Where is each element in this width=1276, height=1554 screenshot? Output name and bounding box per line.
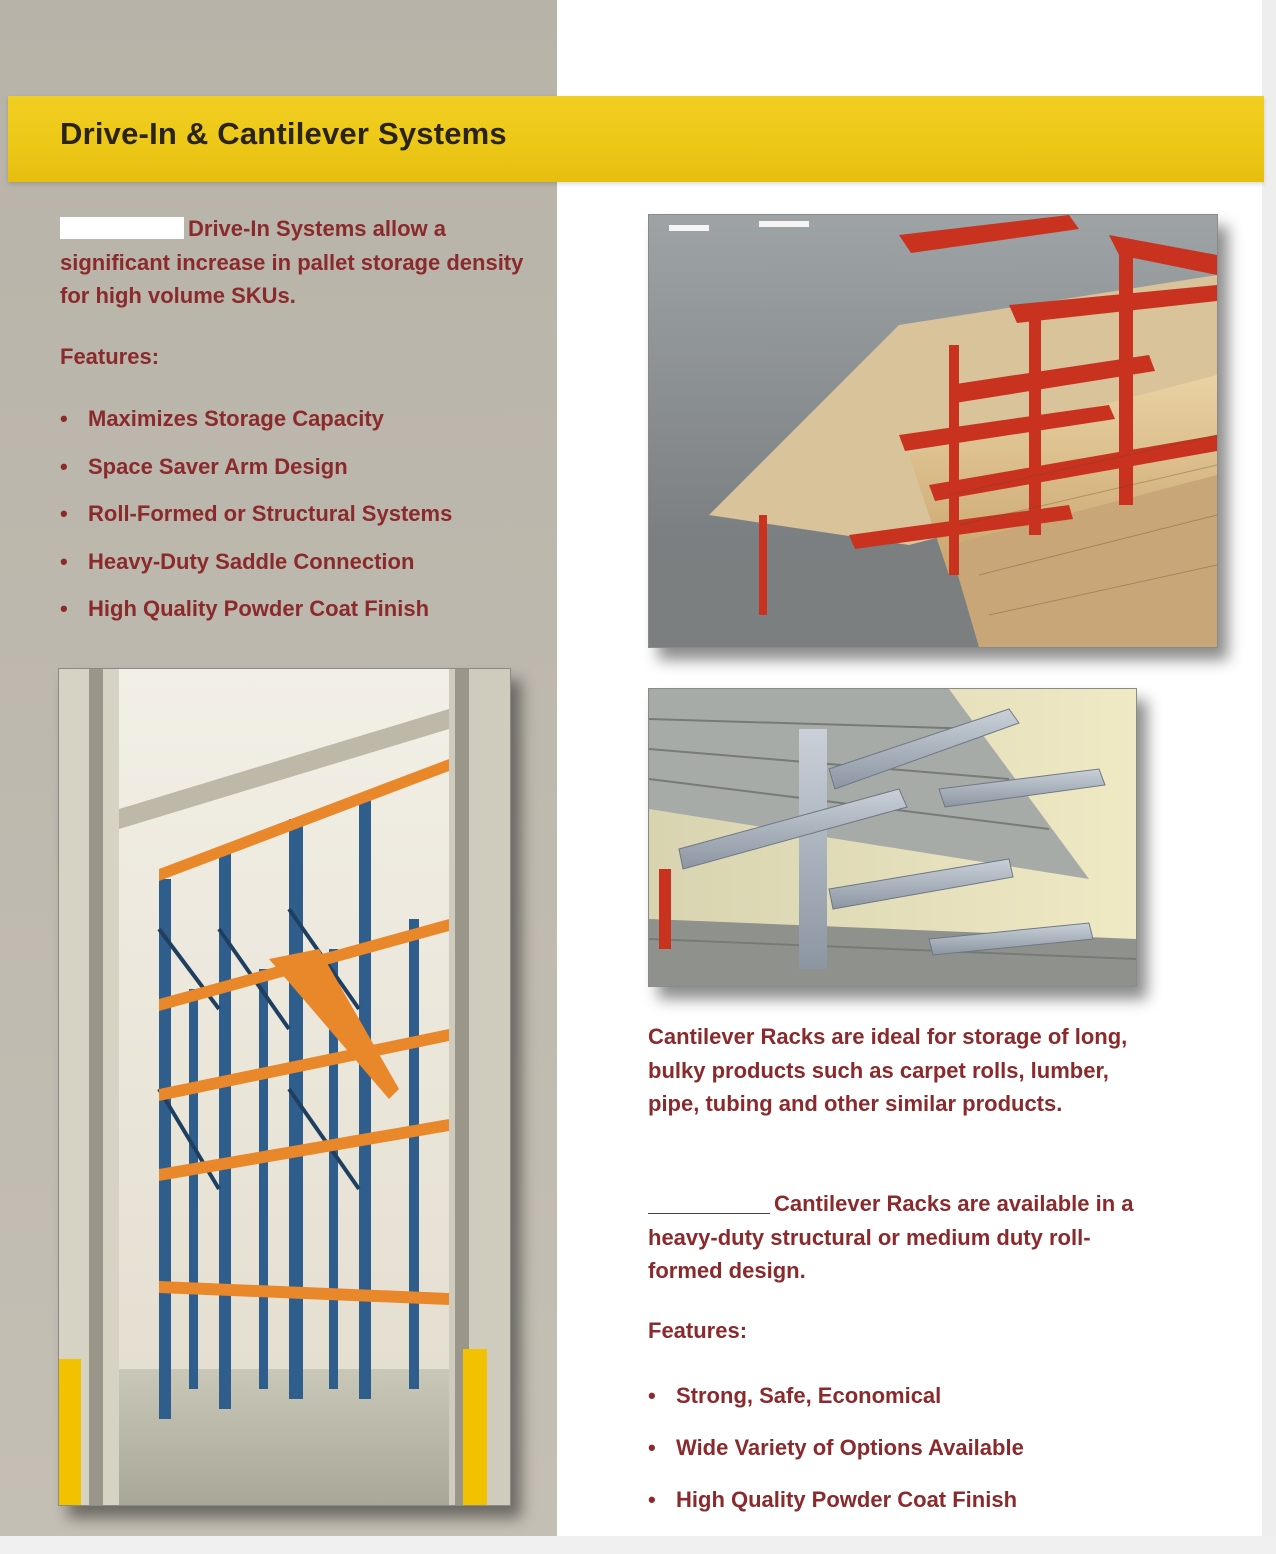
bullet-icon: • <box>60 596 68 621</box>
scan-bottom-edge <box>0 1536 1276 1554</box>
drive-in-feature-text: Maximizes Storage Capacity <box>88 406 384 431</box>
lumber-cantilever-photo <box>648 214 1218 648</box>
bullet-icon: • <box>60 548 68 574</box>
bullet-icon: • <box>60 501 68 526</box>
bullet-icon: • <box>648 1435 656 1460</box>
cantilever-feature-item <box>648 1487 1024 1539</box>
cantilever-description: Cantilever Racks are ideal for storage of long, bulky products such as carpet rolls, lumber, pipe, tubing and other similar products. <box>648 1024 1128 1116</box>
cantilever-availability <box>648 1187 1148 1288</box>
cantilever-feature-text: Wide Variety of Options Available <box>676 1435 1024 1460</box>
bullet-icon: • <box>648 1383 656 1408</box>
steel-cantilever-photo <box>648 688 1137 987</box>
drive-in-feature-item <box>60 549 452 597</box>
drive-in-feature-text: Space Saver Arm Design <box>88 453 348 479</box>
page-title: Drive-In & Cantilever Systems <box>60 116 507 151</box>
drive-in-features-label: Features: <box>60 344 160 369</box>
cantilever-features-label: Features: <box>648 1318 748 1343</box>
cantilever-feature-text: High Quality Powder Coat Finish <box>676 1487 1018 1512</box>
cantilever-features-list <box>648 1383 1024 1539</box>
drive-in-feature-item <box>60 596 452 644</box>
drive-in-feature-item <box>60 501 452 549</box>
drive-in-rack-photo <box>58 668 511 1506</box>
cantilever-availability-text: Cantilever Racks are available in a heavy-duty structural or medium duty roll-formed design. <box>648 1191 1134 1283</box>
drive-in-intro <box>60 212 530 313</box>
drive-in-feature-text: High Quality Powder Coat Finish <box>88 596 430 621</box>
bullet-icon: • <box>60 453 68 479</box>
drive-in-feature-item <box>60 406 452 454</box>
drive-in-feature-item <box>60 454 452 502</box>
header-band <box>8 96 1264 182</box>
redacted-brand-name <box>60 217 184 239</box>
scan-edge <box>1262 0 1276 1554</box>
drive-in-intro-text: Drive-In Systems allow a significant increase in pallet storage density for high volume SKUs. <box>60 216 524 308</box>
cantilever-feature-item <box>648 1383 1024 1435</box>
drive-in-features-list <box>60 406 452 644</box>
cantilever-feature-text: Strong, Safe, Economical <box>676 1383 942 1408</box>
drive-in-feature-text: Roll-Formed or Structural Systems <box>88 501 453 526</box>
redacted-brand-name <box>648 1191 770 1214</box>
drive-in-feature-text: Heavy-Duty Saddle Connection <box>88 548 415 574</box>
bullet-icon: • <box>60 406 68 431</box>
steel-arm-illustration <box>649 689 1136 986</box>
cantilever-feature-item <box>648 1435 1024 1487</box>
drive-in-rack-illustration <box>59 669 510 1505</box>
lumber-rack-illustration <box>649 215 1217 647</box>
bullet-icon: • <box>648 1487 656 1512</box>
